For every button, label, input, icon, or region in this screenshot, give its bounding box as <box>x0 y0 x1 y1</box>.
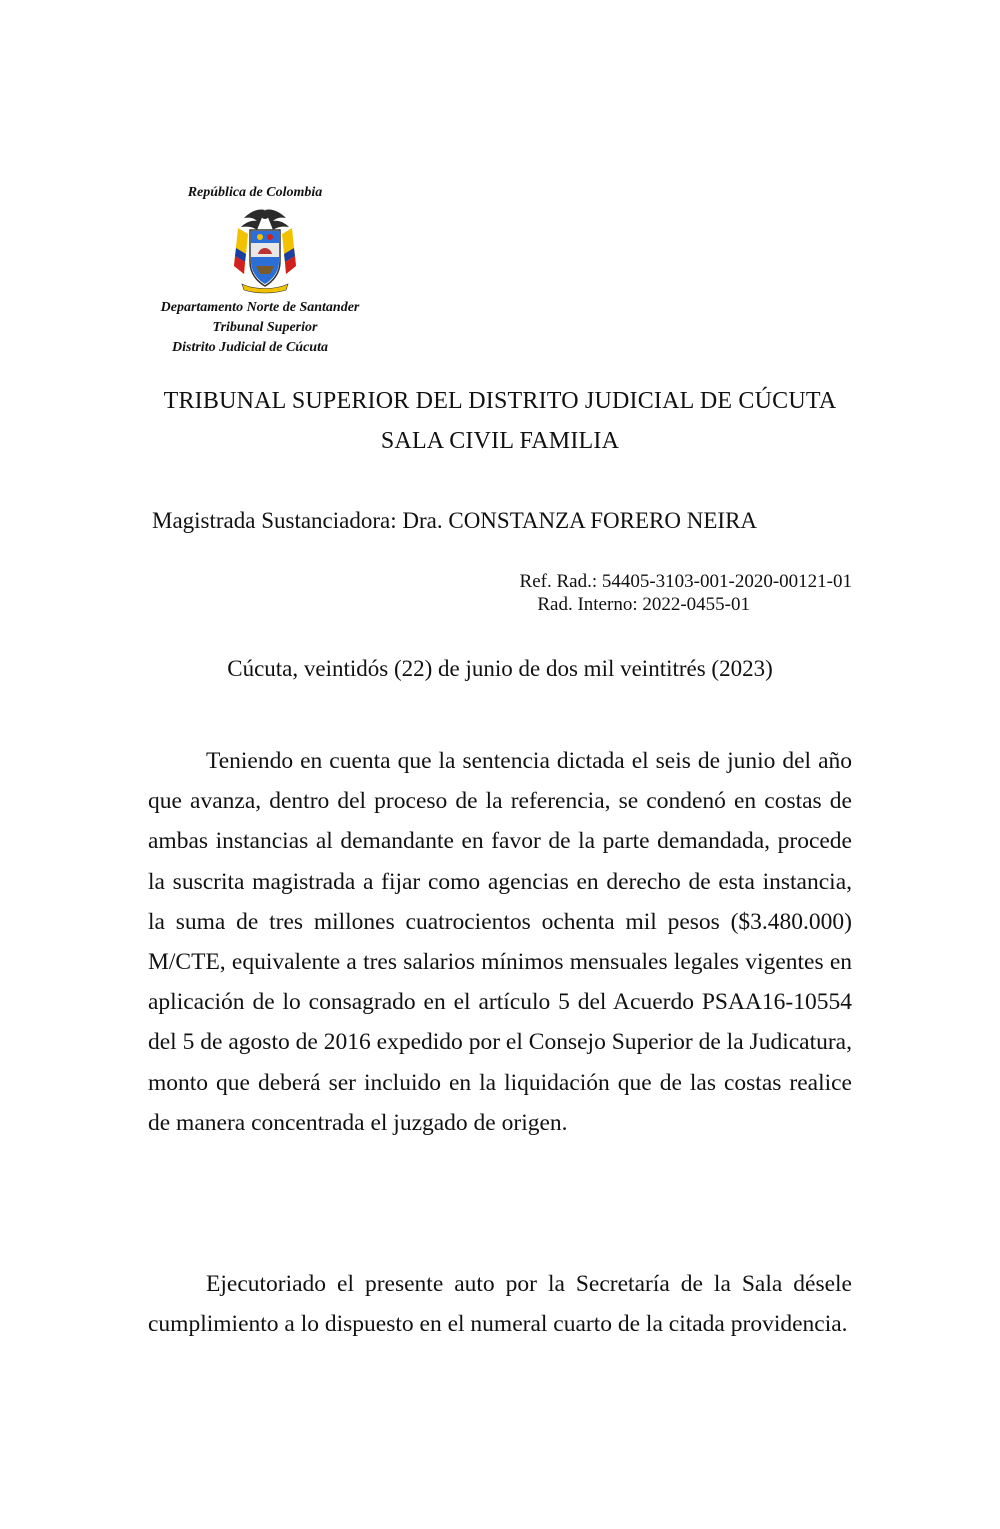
body-paragraph-1: Teniendo en cuenta que la sentencia dictada el seis de junio del año que avanza, dentro del proceso de la referencia, se condenó en costas de ambas instancias al demandante en favor de la parte demandada, procede la suscrita magistrada a fijar como agencias en derecho de esta instancia, la suma de tres millones cuatrocientos ochenta mil pesos ($3.480.000) M/CTE, equivalente a tres salarios mínimos mensuales legales vigentes en aplicación de lo consagrado en el artículo 5 del Acuerdo PSAA16-10554 del 5 de agosto de 2016 expedido por el Consejo Superior de la Judicatura, monto que deberá ser incluido en la liquidación que de las costas realice de manera concentrada el juzgado de origen. <box>148 748 852 1136</box>
magistrate-line: Magistrada Sustanciadora: Dra. CONSTANZA FORERO NEIRA <box>152 508 758 533</box>
colombia-coat-of-arms-icon <box>220 204 310 294</box>
court-title: TRIBUNAL SUPERIOR DEL DISTRITO JUDICIAL DE CÚCUTA <box>163 388 837 414</box>
letterhead-department: Departamento Norte de Santander <box>160 300 360 315</box>
reference-internal: Rad. Interno: 2022-0455-01 <box>537 594 750 615</box>
letterhead <box>140 184 390 358</box>
date-line: Cúcuta, veintidós (22) de junio de dos mil veintitrés (2023) <box>227 656 773 681</box>
letterhead-court: Tribunal Superior <box>212 320 318 335</box>
letterhead-district: Distrito Judicial de Cúcuta <box>172 340 328 355</box>
reference-rad: Ref. Rad.: 54405-3103-001-2020-00121-01 <box>519 571 852 592</box>
body-paragraph-2: Ejecutoriado el presente auto por la Secretaría de la Sala désele cumplimiento a lo dispuesto en el numeral cuarto de la citada providencia. <box>148 1271 852 1338</box>
chamber-title: SALA CIVIL FAMILIA <box>380 428 620 454</box>
letterhead-republic: República de Colombia <box>187 185 323 200</box>
